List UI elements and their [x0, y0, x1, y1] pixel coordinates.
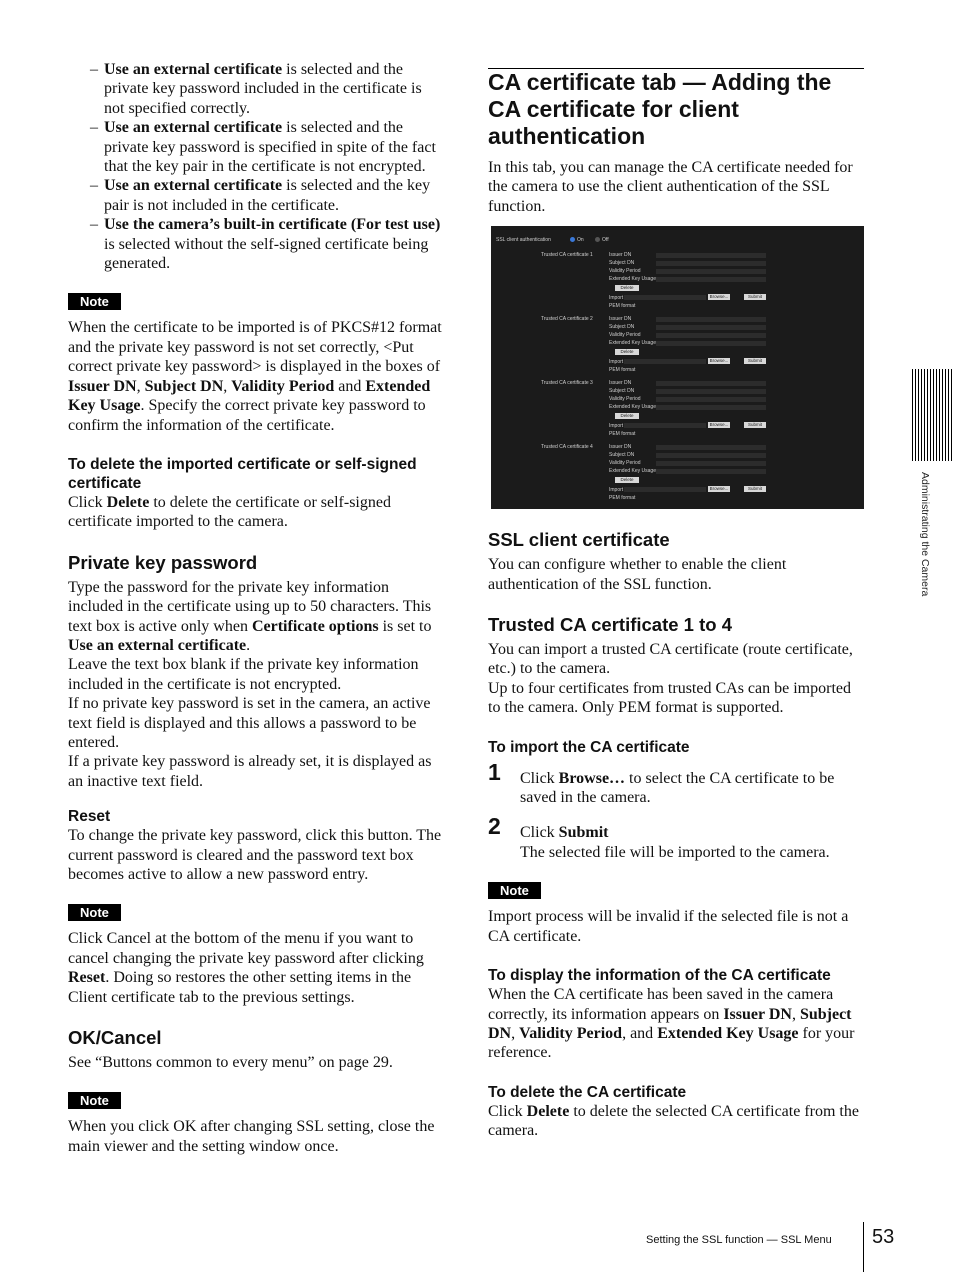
submit-button[interactable]: Submit [744, 422, 766, 428]
radio-off-label: Off [602, 237, 609, 244]
delete-button[interactable]: Delete [615, 349, 639, 355]
info-field [656, 389, 766, 394]
right-column [488, 60, 864, 1141]
reset-text: To change the private key password, click this button. The current password is cleared and the password text box becomes active to allow a new password entry. [68, 827, 442, 883]
ssl-client-text: You can configure whether to enable the client authentication of the SSL function. [488, 556, 787, 593]
import-heading: To import the CA certificate [488, 738, 690, 756]
note-text: Click Cancel at the bottom of the menu if you want to cancel changing the private key password after clicking Reset. Doing so restores the other setting items in the Client certificate tab to the previous settings. [68, 930, 424, 1006]
delete-button[interactable]: Delete [615, 285, 639, 291]
page-footer: Setting the SSL function — SSL Menu [646, 1234, 832, 1246]
delete-cert-heading: To delete the imported certificate or self-signed certificate [68, 455, 417, 492]
pem-format-label: PEM format [609, 495, 636, 502]
ok-cancel-text: See “Buttons common to every menu” on page 29. [68, 1054, 393, 1072]
display-info-heading: To display the information of the CA certificate [488, 967, 831, 985]
note-badge: Note [68, 904, 121, 921]
info-field [656, 445, 766, 450]
info-field [656, 325, 766, 330]
info-field [656, 381, 766, 386]
file-path-input[interactable] [624, 359, 706, 364]
info-field [656, 461, 766, 466]
info-field [656, 269, 766, 274]
field-label: Issuer DN [609, 444, 632, 451]
list-item: – Use an external certificate is selected and the private key password is specified in spite of the fact that the key pair in the certificate is not encrypted. [90, 118, 444, 176]
browse-button[interactable]: Browse... [709, 486, 729, 492]
pem-format-label: PEM format [609, 303, 636, 310]
field-label: Subject DN [609, 260, 635, 267]
trusted-ca-group-label: Trusted CA certificate 1 [541, 252, 593, 259]
field-label: Validity Period [609, 460, 641, 467]
list-item: – Use an external certificate is selected and the private key password included in the certificate is not specified correctly. [90, 60, 444, 118]
file-path-input[interactable] [624, 295, 706, 300]
field-label: Subject DN [609, 452, 635, 459]
browse-button[interactable]: Browse... [709, 294, 729, 300]
field-label: Extended Key Usage [609, 340, 656, 347]
chapter-tab-marker [912, 369, 954, 461]
delete-ca-heading: To delete the CA certificate [488, 1083, 687, 1101]
trusted-ca-text: You can import a trusted CA certificate (route certificate, etc.) to the camera. [488, 641, 853, 678]
info-field [656, 261, 766, 266]
radio-on-icon [570, 237, 575, 242]
error-conditions-list [90, 60, 444, 273]
note-text: Import process will be invalid if the selected file is not a CA certificate. [488, 908, 849, 945]
ssl-client-heading: SSL client certificate [488, 529, 670, 551]
private-key-text: If a private key password is already set, it is displayed as an inactive text field. [68, 753, 432, 790]
private-key-text: Leave the text box blank if the private key information included in the certificate is not encrypted. [68, 656, 419, 693]
pem-format-label: PEM format [609, 431, 636, 438]
info-field [656, 333, 766, 338]
trusted-ca-group-label: Trusted CA certificate 4 [541, 444, 593, 451]
delete-button[interactable]: Delete [615, 413, 639, 419]
delete-cert-text: Click Delete to delete the certificate or self-signed certificate imported to the camera. [68, 493, 391, 531]
radio-on-label: On [577, 237, 584, 244]
left-column [68, 60, 444, 1156]
trusted-ca-heading: Trusted CA certificate 1 to 4 [488, 614, 732, 636]
note-badge: Note [68, 1092, 121, 1109]
field-label: Issuer DN [609, 252, 632, 259]
section-title: CA certificate tab — Adding the CA certificate for client authentication [488, 68, 864, 150]
private-key-heading: Private key password [68, 551, 258, 573]
private-key-text: Type the password for the private key information included in the certificate using up to 50 characters. This text box is active only when Certificate options is set to Use an external certificate. [68, 578, 432, 654]
info-field [656, 469, 766, 474]
radio-off-icon [595, 237, 600, 242]
note-text: When you click OK after changing SSL setting, close the main viewer and the setting window once. [68, 1118, 435, 1155]
info-field [656, 341, 766, 346]
page-number: 53 [872, 1226, 895, 1248]
import-label: Import [609, 295, 624, 302]
note-badge: Note [68, 293, 121, 310]
pem-format-label: PEM format [609, 367, 636, 374]
ca-certificate-screenshot [491, 226, 864, 509]
intro-text: In this tab, you can manage the CA certificate needed for the camera to use the client authentication of the SSL function. [488, 159, 853, 215]
trusted-ca-group-label: Trusted CA certificate 3 [541, 380, 593, 387]
import-label: Import [609, 359, 624, 366]
submit-button[interactable]: Submit [744, 358, 766, 364]
field-label: Validity Period [609, 332, 641, 339]
footer-divider [863, 1222, 864, 1272]
field-label: Extended Key Usage [609, 404, 656, 411]
list-item: – Use an external certificate is selected and the key pair is not included in the certificate. [90, 176, 444, 215]
field-label: Extended Key Usage [609, 468, 656, 475]
field-label: Extended Key Usage [609, 276, 656, 283]
browse-button[interactable]: Browse... [709, 358, 729, 364]
delete-ca-text: Click Delete to delete the selected CA certificate from the camera. [488, 1102, 859, 1140]
field-label: Validity Period [609, 396, 641, 403]
field-label: Subject DN [609, 324, 635, 331]
file-path-input[interactable] [624, 423, 706, 428]
step-1: 1 Click Browse… to select the CA certificate to be saved in the camera. [488, 758, 835, 807]
private-key-text: If no private key password is set in the camera, an active text field is displayed and this allows a password to be entered. [68, 695, 431, 751]
info-field [656, 277, 766, 282]
display-info-text: When the CA certificate has been saved in the camera correctly, its information appears on Issuer DN, Subject DN, Validity Period, and Extended Key Usage for your reference. [488, 986, 855, 1062]
info-field [656, 453, 766, 458]
chapter-label: Administrating the Camera [919, 472, 931, 597]
info-field [656, 253, 766, 258]
step-2: 2 Click Submit The selected file will be imported to the camera. [488, 813, 830, 861]
import-label: Import [609, 487, 624, 494]
browse-button[interactable]: Browse... [709, 422, 729, 428]
ok-cancel-heading: OK/Cancel [68, 1027, 162, 1049]
info-field [656, 397, 766, 402]
ssl-auth-label: SSL client authentication [496, 237, 551, 244]
note-text: When the certificate to be imported is of PKCS#12 format and the private key password is not set correctly, <Put correct private key password> is displayed in the boxes of Issuer DN, Subject DN, Validity Period and Extended Key Usage. Specify the correct private key password to confirm the information of the certificate. [68, 319, 442, 434]
field-label: Issuer DN [609, 316, 632, 323]
file-path-input[interactable] [624, 487, 706, 492]
note-badge: Note [488, 882, 541, 899]
field-label: Issuer DN [609, 380, 632, 387]
trusted-ca-text: Up to four certificates from trusted CAs can be imported to the camera. Only PEM format is supported. [488, 679, 851, 717]
trusted-ca-group-label: Trusted CA certificate 2 [541, 316, 593, 323]
reset-heading: Reset [68, 808, 111, 826]
field-label: Validity Period [609, 268, 641, 275]
field-label: Subject DN [609, 388, 635, 395]
delete-button[interactable]: Delete [615, 477, 639, 483]
info-field [656, 317, 766, 322]
list-item: – Use the camera’s built-in certificate (For test use) is selected without the self-signed certificate being generated. [90, 215, 444, 273]
submit-button[interactable]: Submit [744, 294, 766, 300]
import-label: Import [609, 423, 624, 430]
submit-button[interactable]: Submit [744, 486, 766, 492]
info-field [656, 405, 766, 410]
